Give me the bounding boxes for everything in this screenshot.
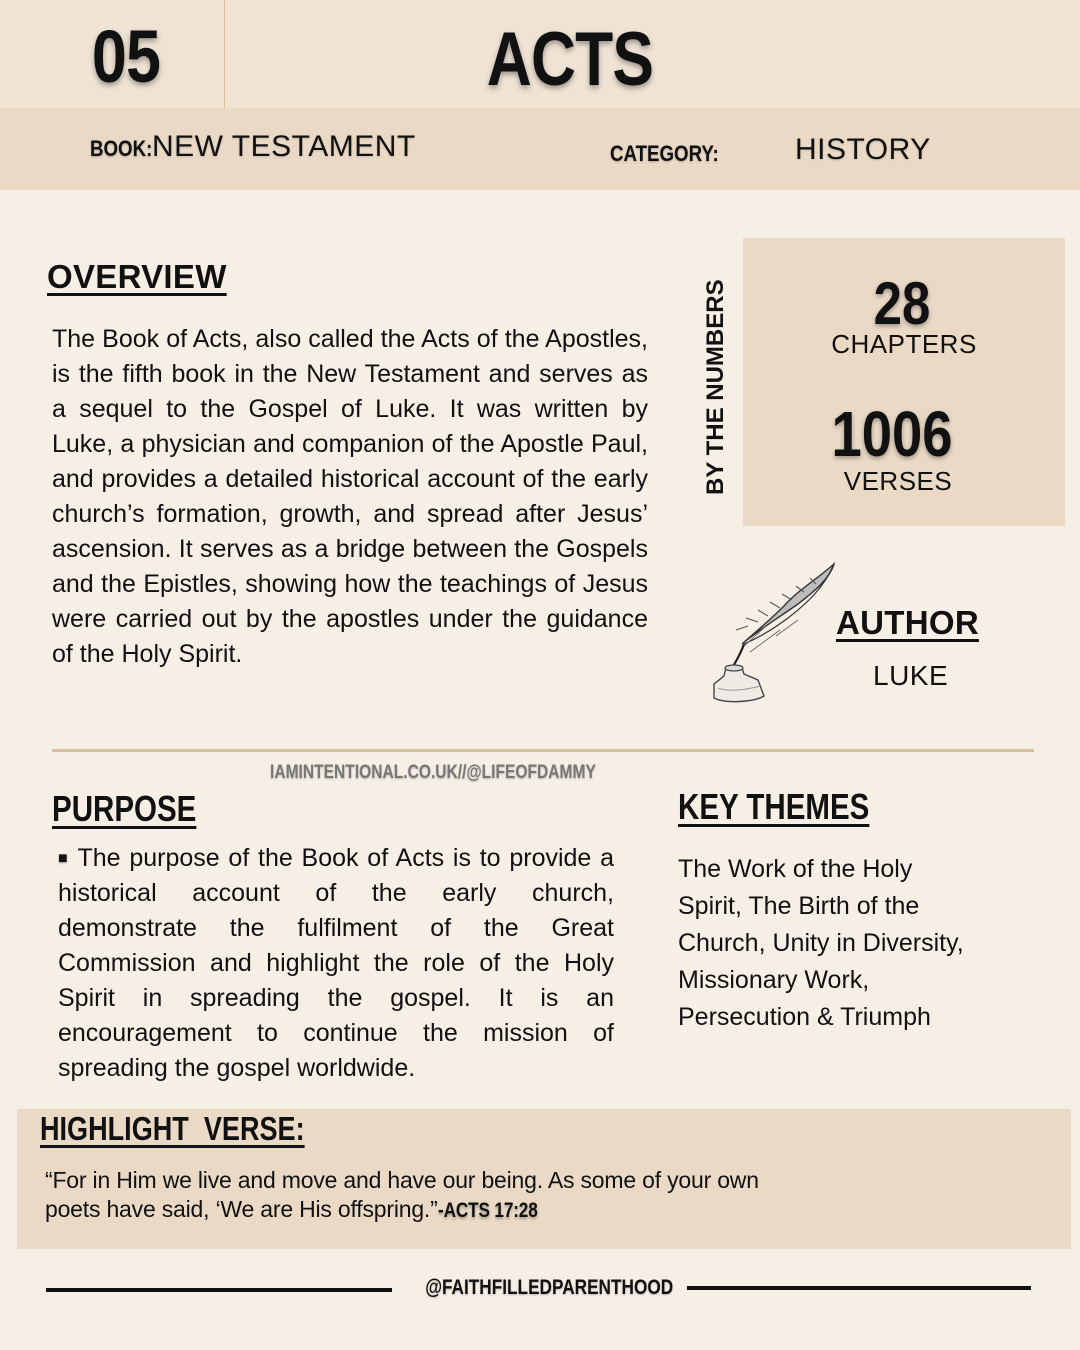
key-theme-line: Persecution & Triumph [678, 1003, 931, 1031]
footer-line-left [46, 1288, 392, 1292]
key-theme-line: Church, Unity in Diversity, [678, 929, 964, 957]
quill-inkwell-icon [706, 560, 838, 710]
book-number: 05 [91, 15, 161, 98]
category-value: HISTORY [795, 133, 931, 166]
stats-box [743, 238, 1065, 526]
category-label: CATEGORY: [610, 141, 719, 166]
chapters-label: CHAPTERS [831, 329, 977, 359]
book-title: ACTS [486, 17, 654, 102]
author-heading: AUTHOR [836, 604, 979, 641]
book-label: BOOK: [90, 136, 153, 161]
verse-reference: -ACTS 17:28 [437, 1199, 538, 1222]
verse-line-2: poets have said, ‘We are His offspring.” [45, 1196, 438, 1222]
book-meta [90, 130, 416, 164]
purpose-heading: PURPOSE [52, 788, 197, 829]
verses-label: VERSES [843, 466, 953, 496]
key-theme-line: The Work of the Holy [678, 855, 913, 883]
section-divider [52, 749, 1034, 752]
book-value: NEW TESTAMENT [152, 130, 416, 163]
highlight-verse-text [45, 1166, 945, 1225]
overview-heading: OVERVIEW [47, 258, 227, 295]
footer-handle: @FAITHFILLEDPARENTHOOD [425, 1276, 674, 1299]
key-themes-list [678, 851, 964, 1036]
purpose-text: The purpose of the Book of Acts is to provide a historical account of the early church, demonstrate the fulfilment of the Great Commission and highlight the role of the Holy Spirit in spreading the gospel. It is an encouragement to continue the mission of spreading the gospel worldwide. [58, 844, 614, 1082]
key-themes-heading: KEY THEMES [678, 786, 870, 827]
overview-text: The Book of Acts, also called the Acts of the Apostles, is the fifth book in the New Testament and serves as a sequel to the Gospel of Luke. It was written by Luke, a physician and companion of the Apostle Paul, and provides a detailed historical account of the early church’s formation, growth, and spread after Jesus’ ascension. It serves as a bridge between the Gospels and the Epistles, showing how the teachings of Jesus were carried out by the apostles under the guidance of the Holy Spirit. [52, 325, 648, 668]
header-divider [224, 0, 225, 108]
footer-line-right [687, 1286, 1031, 1290]
highlight-verse-heading: HIGHLIGHT VERSE: [40, 1110, 305, 1147]
watermark-credit: IAMINTENTIONAL.CO.UK//@LIFEOFDAMMY [270, 762, 596, 783]
verse-line-1: “For in Him we live and move and have our being. As some of your own [45, 1167, 759, 1193]
category-label-wrap [610, 141, 738, 167]
key-theme-line: Spirit, The Birth of the [678, 892, 920, 920]
by-the-numbers-label: BY THE NUMBERS [702, 279, 729, 495]
author-name: LUKE [873, 660, 949, 691]
key-theme-line: Missionary Work, [678, 966, 870, 994]
bullet-square-icon: ■ [58, 850, 70, 867]
verses-count: 1006 [831, 398, 953, 470]
chapters-count: 28 [873, 270, 931, 337]
purpose-text-block [58, 841, 614, 1086]
